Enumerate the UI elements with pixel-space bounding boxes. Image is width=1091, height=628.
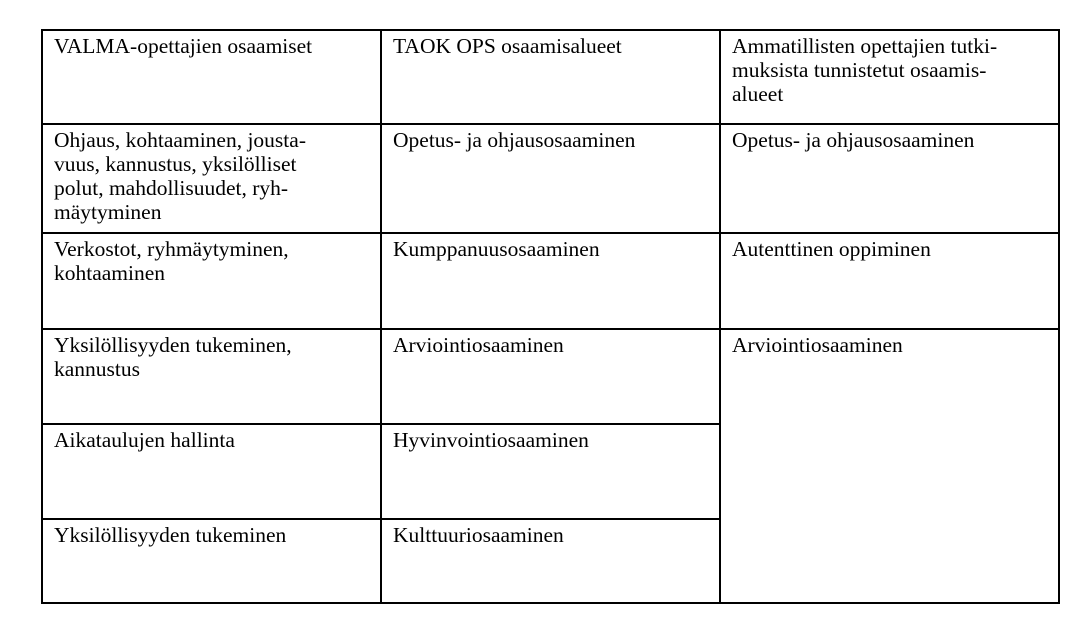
cell-valma-text: Yksilöllisyyden tukeminen (54, 523, 287, 547)
header-valma-text: VALMA-opettajien osaamiset (54, 34, 313, 58)
cell-taok (381, 124, 720, 233)
table-row (42, 329, 1059, 424)
cell-research-merged (720, 329, 1059, 603)
cell-taok-text: Kulttuuriosaaminen (393, 523, 564, 547)
header-cell-research (720, 30, 1059, 124)
cell-valma-text: Yksilöllisyyden tukeminen, kannustus (54, 333, 292, 381)
cell-valma (42, 519, 381, 603)
table-header-row (42, 30, 1059, 124)
competence-comparison-table (41, 29, 1060, 604)
cell-research (720, 124, 1059, 233)
cell-taok (381, 233, 720, 329)
cell-research-text: Autenttinen oppiminen (732, 237, 931, 261)
cell-research (720, 233, 1059, 329)
cell-valma (42, 233, 381, 329)
cell-valma-text: Ohjaus, kohtaaminen, jousta- vuus, kannustus, yksilölliset polut, mahdollisuudet, ryh- mäytyminen (54, 128, 306, 224)
table-row (42, 233, 1059, 329)
table-row (42, 124, 1059, 233)
cell-valma (42, 329, 381, 424)
header-taok-text: TAOK OPS osaamisalueet (393, 34, 622, 58)
cell-valma (42, 424, 381, 519)
header-cell-valma (42, 30, 381, 124)
cell-valma (42, 124, 381, 233)
cell-taok-text: Hyvinvointiosaaminen (393, 428, 589, 452)
cell-valma-text: Aikataulujen hallinta (54, 428, 235, 452)
cell-taok-text: Kumppanuusosaaminen (393, 237, 600, 261)
cell-taok (381, 519, 720, 603)
cell-research-text: Arviointiosaaminen (732, 333, 903, 357)
cell-taok-text: Arviointiosaaminen (393, 333, 564, 357)
cell-valma-text: Verkostot, ryhmäytyminen, kohtaaminen (54, 237, 289, 285)
cell-taok-text: Opetus- ja ohjausosaaminen (393, 128, 636, 152)
header-research-text: Ammatillisten opettajien tutki- muksista tunnistetut osaamis- alueet (732, 34, 998, 106)
cell-taok (381, 424, 720, 519)
cell-taok (381, 329, 720, 424)
cell-research-text: Opetus- ja ohjausosaaminen (732, 128, 975, 152)
header-cell-taok (381, 30, 720, 124)
